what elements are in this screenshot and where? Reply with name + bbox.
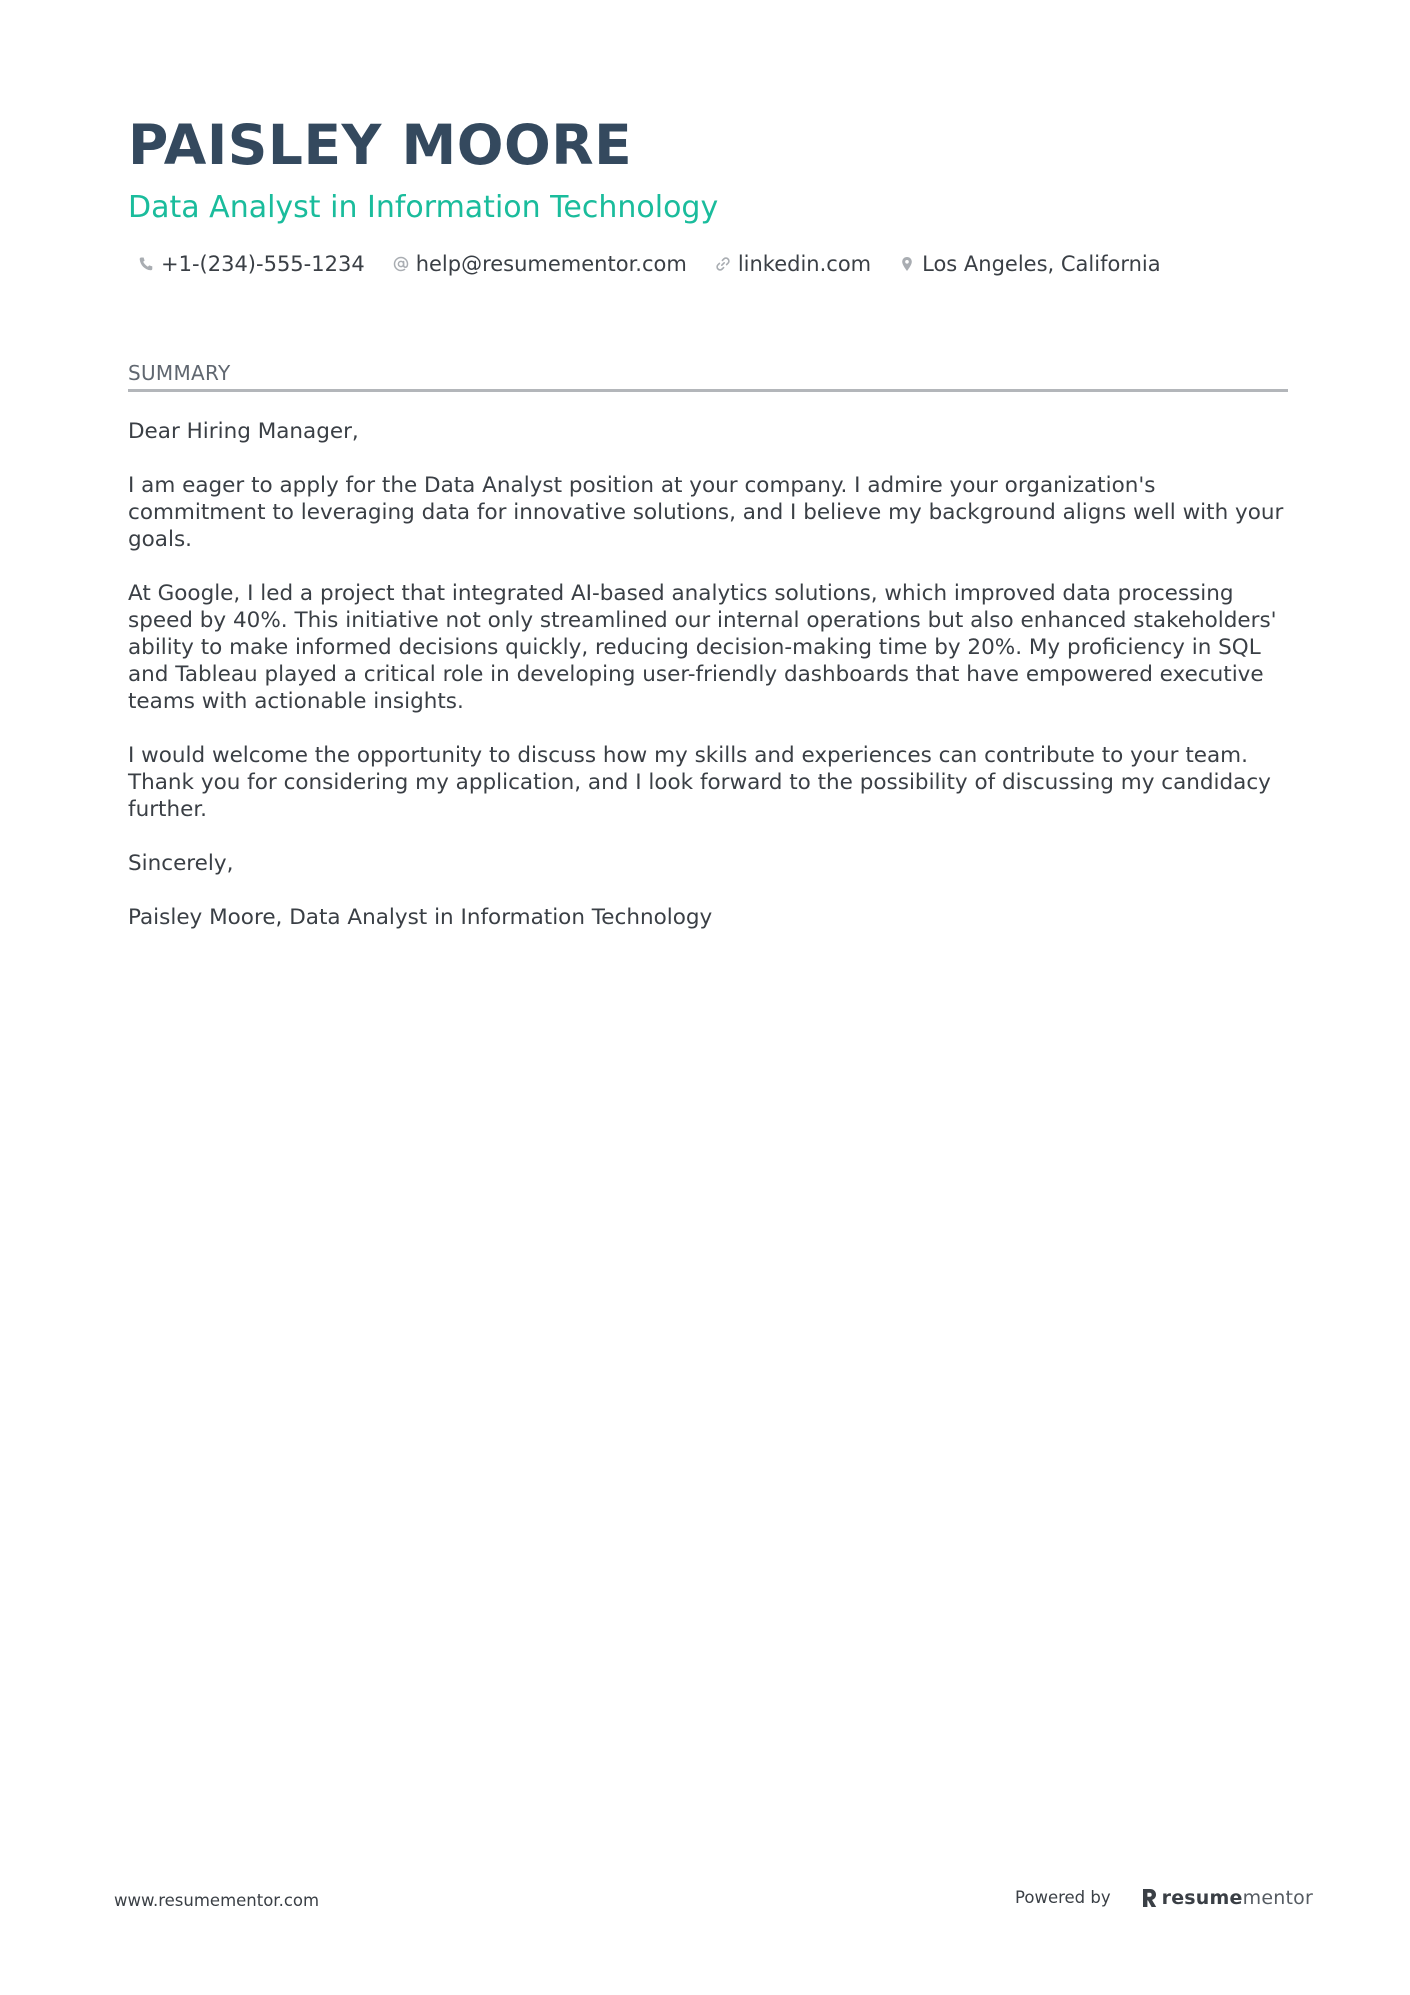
- powered-by-label: Powered by: [1015, 1888, 1111, 1907]
- link-icon: [713, 254, 733, 274]
- contact-location: [897, 250, 1161, 278]
- brand-name-bold: resume: [1161, 1887, 1243, 1909]
- closing: Sincerely,: [128, 851, 234, 876]
- salutation: Dear Hiring Manager,: [128, 419, 359, 444]
- summary-section: [128, 360, 1288, 958]
- brand-name-light: mentor: [1242, 1887, 1313, 1909]
- contact-linkedin: [713, 250, 871, 278]
- section-heading: SUMMARY: [128, 360, 1288, 392]
- footer-website[interactable]: www.resumementor.com: [114, 1891, 320, 1910]
- contact-phone: [136, 250, 365, 278]
- letter-paragraph: I am eager to apply for the Data Analyst position at your company. I admire your organization's commitment to leveraging data for innovative solutions, and I believe my background aligns well with your goals.: [128, 473, 1284, 552]
- linkedin-link[interactable]: linkedin.com: [737, 252, 872, 276]
- candidate-name: PAISLEY MOORE: [128, 113, 633, 177]
- footer-branding: [1015, 1886, 1313, 1910]
- location-pin-icon: [897, 254, 917, 274]
- brand-mark-icon: [1141, 1887, 1159, 1909]
- brand-logo[interactable]: [1141, 1886, 1313, 1910]
- signature: Paisley Moore, Data Analyst in Information Technology: [128, 905, 713, 930]
- at-sign-icon: [391, 254, 411, 274]
- letter-paragraph: I would welcome the opportunity to discuss how my skills and experiences can contribute to your team. Thank you for considering my application, and I look forward to the possibility of discussing my candidacy further.: [128, 743, 1271, 822]
- location-text: Los Angeles, California: [922, 252, 1161, 276]
- header: [128, 112, 1288, 278]
- job-title: Data Analyst in Information Technology: [128, 190, 719, 225]
- contact-bar: [128, 250, 1288, 278]
- phone-number: +1-(234)-555-1234: [161, 252, 365, 276]
- contact-email: [391, 250, 687, 278]
- phone-icon: [136, 254, 156, 274]
- letter-body: [128, 418, 1288, 931]
- email-address[interactable]: help@resumementor.com: [415, 252, 687, 276]
- letter-paragraph: At Google, I led a project that integrated AI-based analytics solutions, which improved data processing speed by 40%. This initiative not only streamlined our internal operations but also enhanced stakeholders' ability to make informed decisions quickly, reducing decision-making time by 20%. My proficiency in SQL and Tableau played a critical role in developing user-friendly dashboards that have empowered executive teams with actionable insights.: [128, 581, 1277, 714]
